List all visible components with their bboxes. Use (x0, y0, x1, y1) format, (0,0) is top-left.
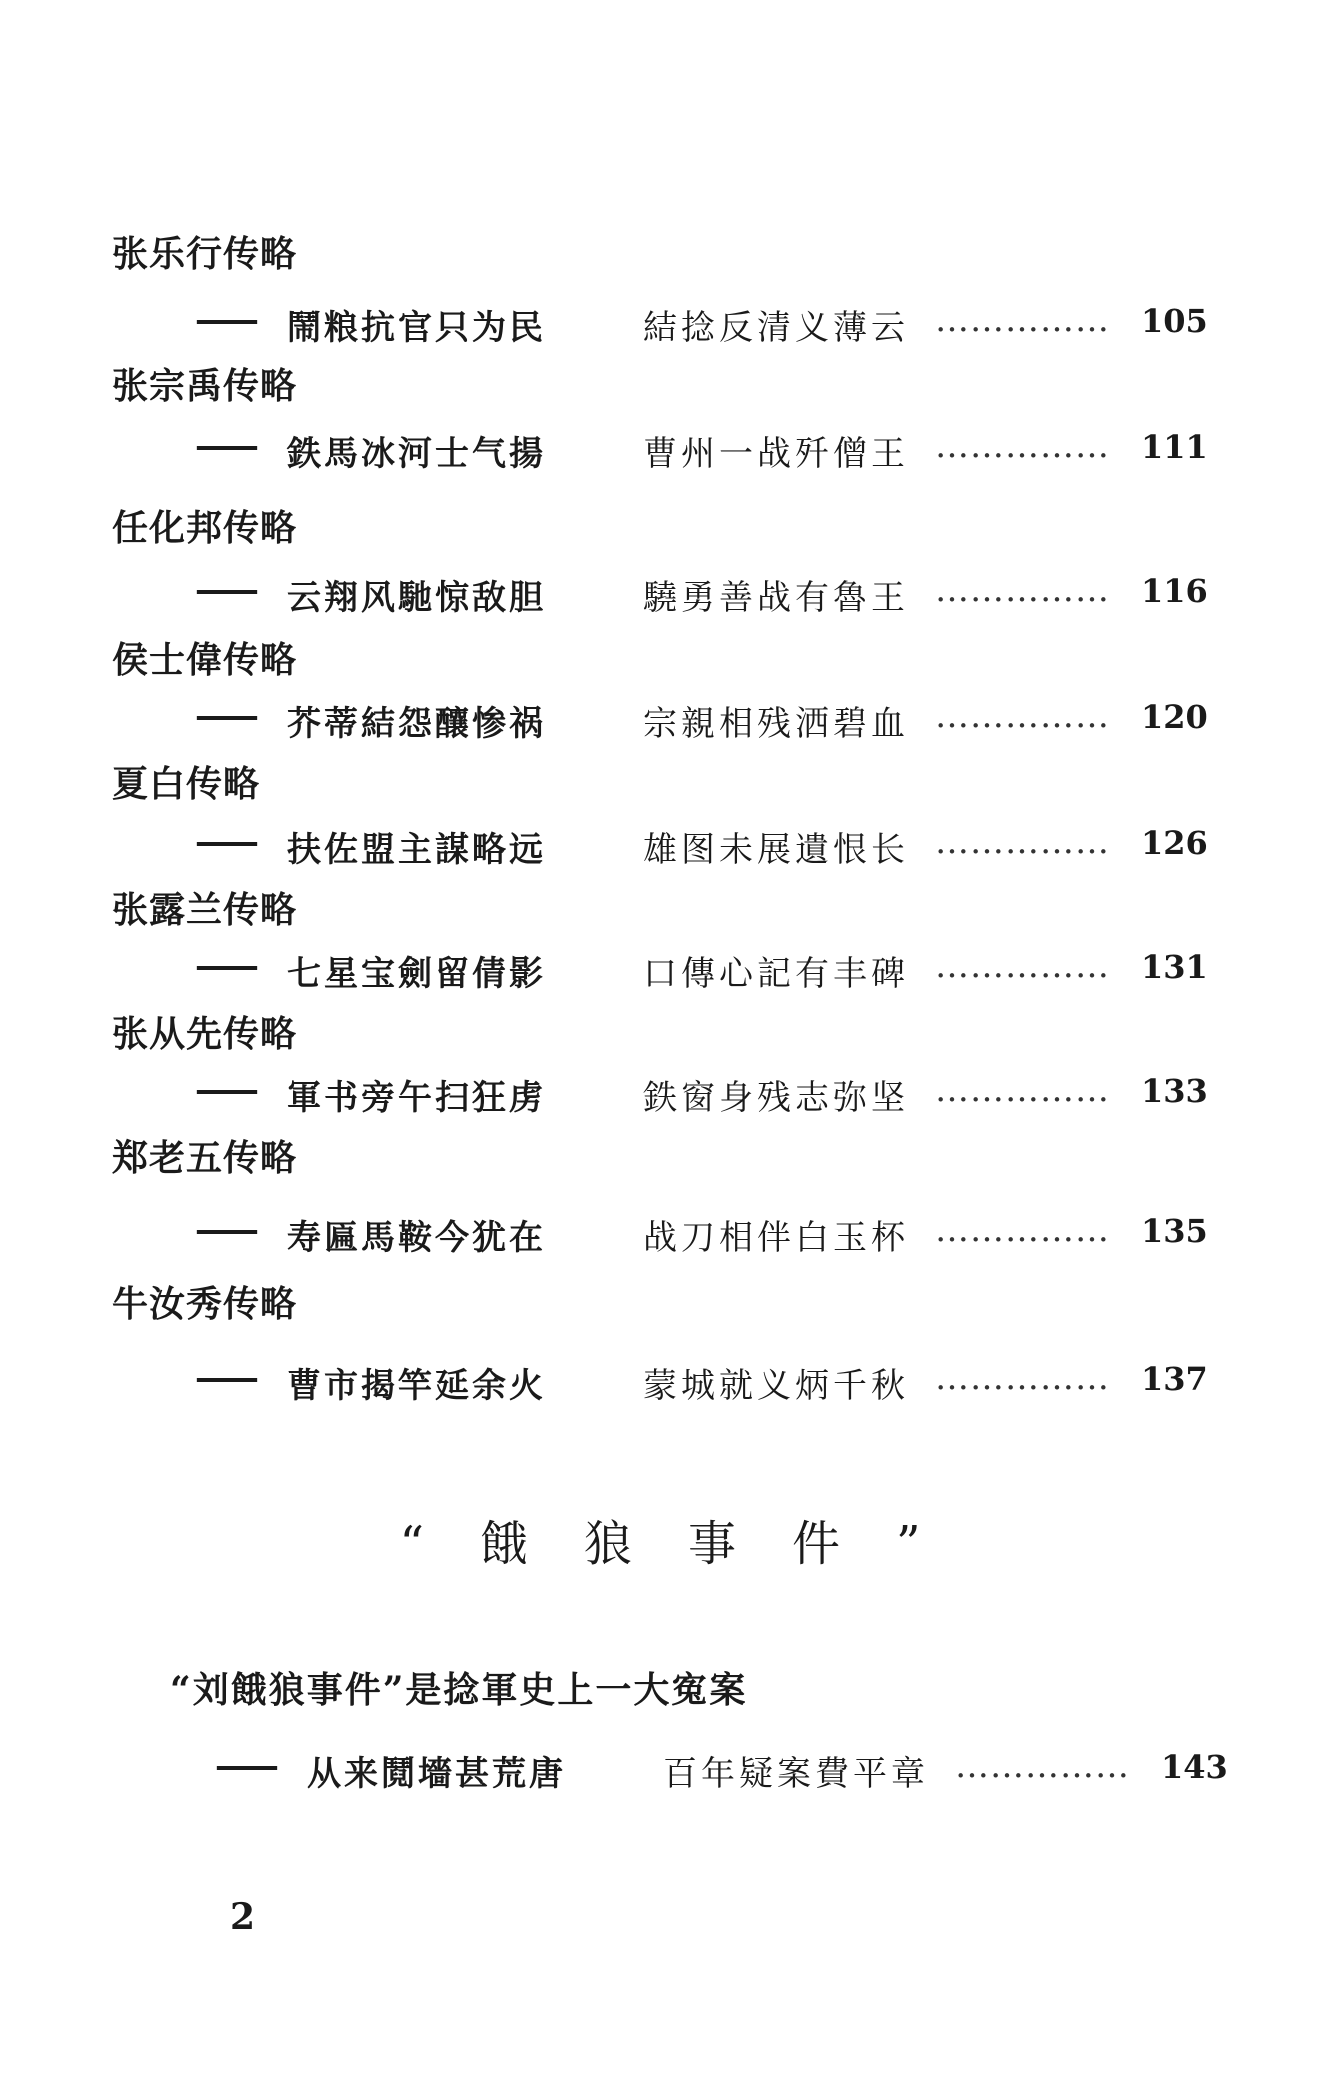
subtitle-first-half: 七星宝劍留倩影 (287, 954, 546, 994)
subtitle-second-half: 战刀相伴白玉杯 (643, 1218, 909, 1258)
subtitle-second-half: 口傳心記有丰碑 (643, 954, 909, 994)
dot-leader: …………… (955, 1746, 1130, 1786)
page-number: 105 (1141, 302, 1208, 340)
dot-leader: …………… (935, 946, 1110, 986)
entry-subtitle-line (195, 300, 1215, 348)
dash: —— (195, 1070, 255, 1110)
subtitle-first-half: 芥蒂結怨釀惨祸 (287, 704, 546, 744)
subtitle-second-half: 鉄窗身残志弥坚 (643, 1078, 909, 1118)
subtitle-first-half: 鬧粮抗官只为民 (287, 308, 546, 348)
page-number: 111 (1141, 428, 1208, 466)
subtitle-second-half: 雄图未展遺恨长 (643, 830, 909, 870)
page-number: 135 (1141, 1212, 1208, 1250)
dash: —— (195, 1358, 255, 1398)
entry-title: 张从先传略 (112, 1013, 298, 1055)
subtitle-second-half: 曹州一战歼僧王 (643, 434, 909, 474)
entry-title: 张宗禹传略 (112, 365, 298, 407)
entry-title: 郑老五传略 (112, 1137, 298, 1179)
entry-title: 任化邦传略 (112, 507, 298, 549)
entry-subtitle-line (195, 946, 1215, 994)
entry-title: “刘餓狼事件”是捻軍史上一大寃案 (170, 1669, 748, 1711)
dash: —— (195, 300, 255, 340)
dot-leader: …………… (935, 1070, 1110, 1110)
dot-leader: …………… (935, 1210, 1110, 1250)
entry-subtitle-line (195, 426, 1215, 474)
subtitle-second-half: 結捻反清义薄云 (643, 308, 909, 348)
page-number: 126 (1141, 824, 1208, 862)
entry-title: 张露兰传略 (112, 889, 298, 931)
page-number: 120 (1141, 698, 1208, 736)
subtitle-first-half: 曹市揭竿延余火 (287, 1366, 546, 1406)
page-number: 133 (1141, 1072, 1208, 1110)
section-heading: “餓狼事件” (399, 1516, 977, 1572)
dash: —— (195, 822, 255, 862)
subtitle-second-half: 驍勇善战有魯王 (643, 578, 909, 618)
dot-leader: …………… (935, 426, 1110, 466)
subtitle-second-half: 蒙城就义炳千秋 (643, 1366, 909, 1406)
subtitle-first-half: 从来鬩墻甚荒唐 (307, 1754, 566, 1794)
page-number: 116 (1141, 572, 1208, 610)
entry-subtitle-line (195, 1210, 1215, 1258)
dash: —— (195, 1210, 255, 1250)
entry-subtitle-line (195, 1070, 1215, 1118)
subtitle-first-half: 鉄馬冰河士气揚 (287, 434, 546, 474)
entry-title: 夏白传略 (112, 763, 261, 805)
page-number: 143 (1161, 1748, 1228, 1786)
page-number: 131 (1141, 948, 1208, 986)
entry-subtitle-line (195, 570, 1215, 618)
entry-subtitle-line (215, 1746, 1235, 1794)
dot-leader: …………… (935, 300, 1110, 340)
subtitle-first-half: 軍书旁午扫狂虏 (287, 1078, 546, 1118)
dot-leader: …………… (935, 696, 1110, 736)
dash: —— (215, 1746, 275, 1786)
entry-subtitle-line (195, 1358, 1215, 1406)
subtitle-first-half: 扶佐盟主謀略远 (287, 830, 546, 870)
entry-subtitle-line (195, 696, 1215, 744)
dash: —— (195, 570, 255, 610)
entry-title: 侯士偉传略 (112, 639, 298, 681)
dash: —— (195, 426, 255, 466)
entry-subtitle-line (195, 822, 1215, 870)
entry-title: 张乐行传略 (112, 233, 298, 275)
page-number: 137 (1141, 1360, 1208, 1398)
entry-title: 牛汝秀传略 (112, 1283, 298, 1325)
folio-page-number: 2 (230, 1896, 256, 1938)
dot-leader: …………… (935, 570, 1110, 610)
subtitle-second-half: 宗親相残洒碧血 (643, 704, 909, 744)
subtitle-first-half: 寿匾馬鞍今犹在 (287, 1218, 546, 1258)
subtitle-second-half: 百年疑案費平章 (663, 1754, 929, 1794)
subtitle-first-half: 云翔风馳惊敌胆 (287, 578, 546, 618)
dot-leader: …………… (935, 1358, 1110, 1398)
dot-leader: …………… (935, 822, 1110, 862)
dash: —— (195, 696, 255, 736)
dash: —— (195, 946, 255, 986)
